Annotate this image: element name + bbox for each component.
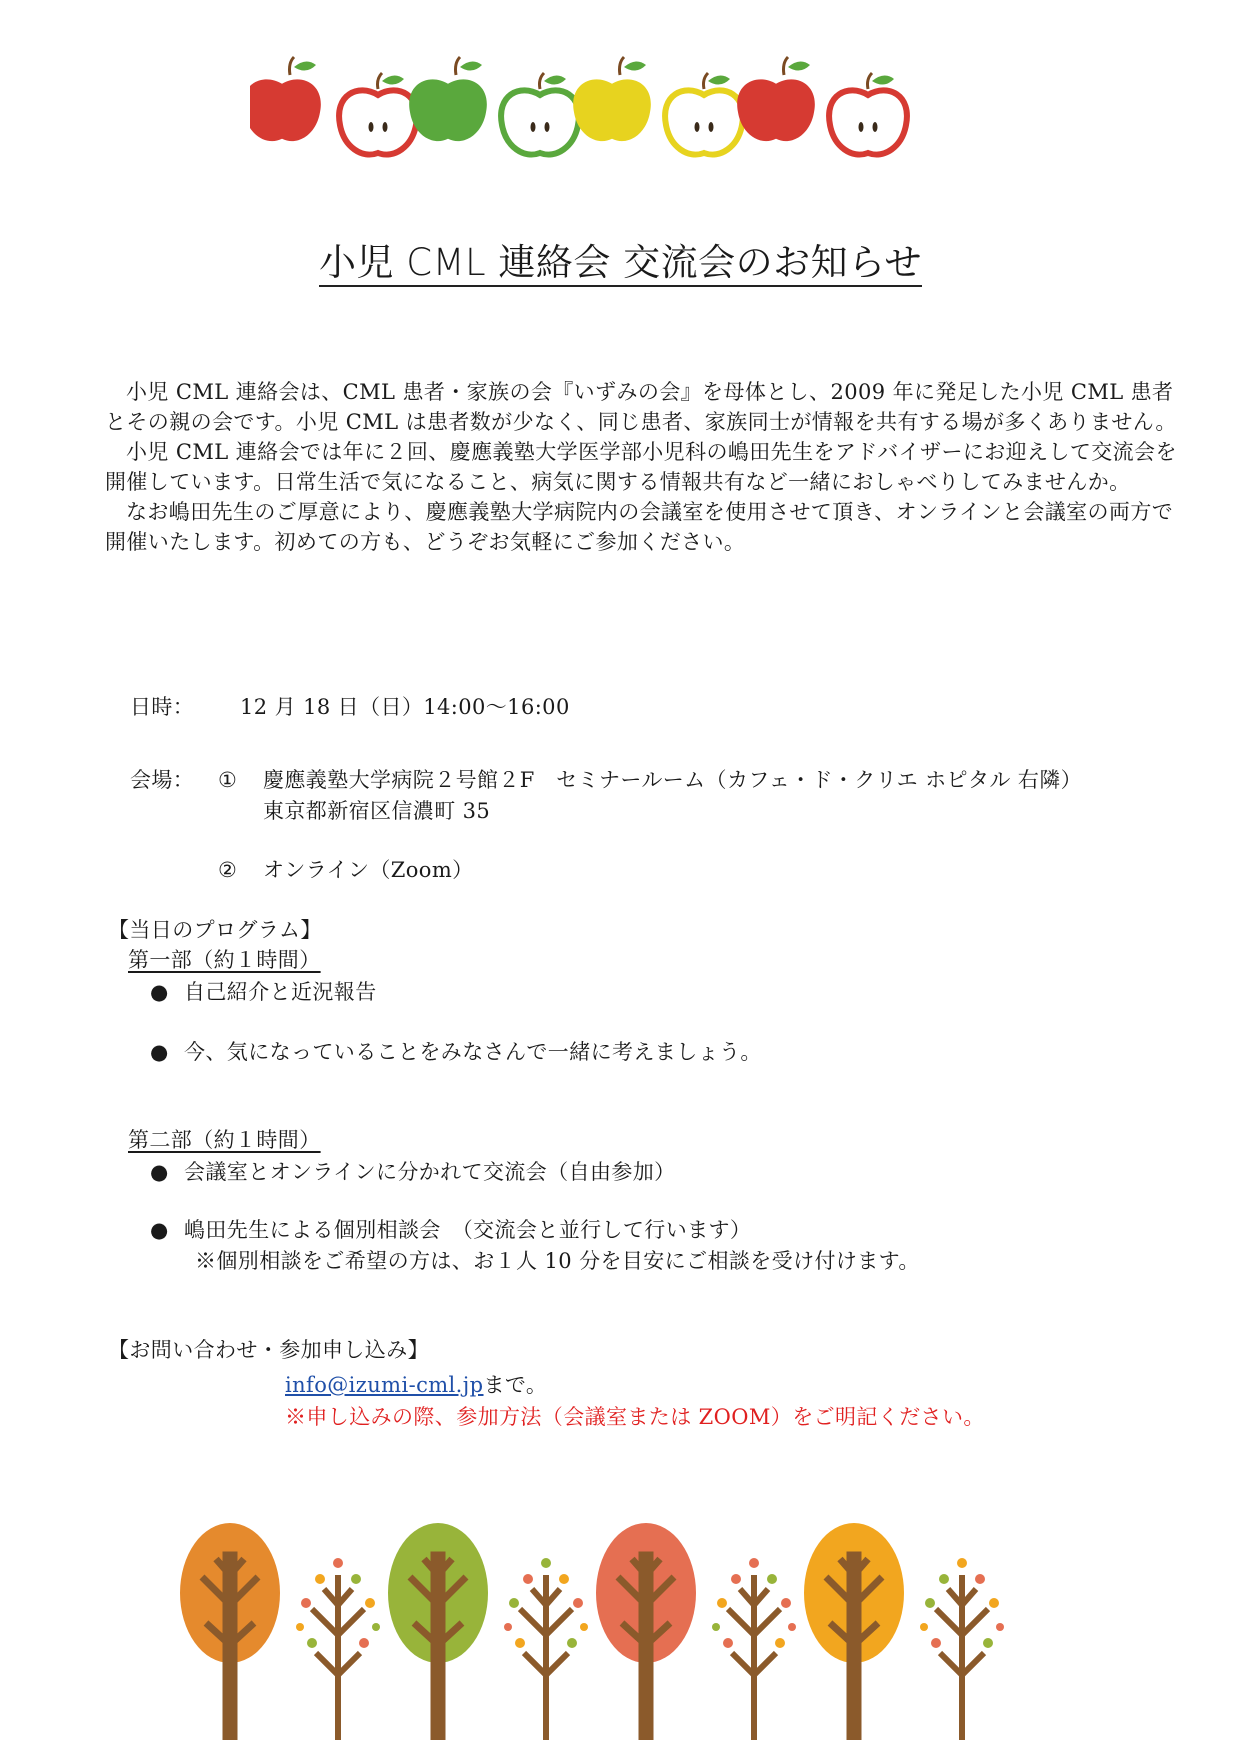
dotted-tree-icon: [296, 1558, 380, 1740]
green-tree-icon: [388, 1523, 488, 1740]
datetime-value: 12 月 18 日（日）14:00～16:00: [240, 695, 570, 719]
contact-heading: 【お問い合わせ・参加申し込み】: [108, 1338, 429, 1362]
datetime-row: [130, 692, 570, 722]
part2-note: ※個別相談をご希望の方は、お１人 10 分を目安にご相談を受け付けます。: [195, 1249, 920, 1273]
page-title: [0, 232, 1241, 286]
datetime-label: 日時：: [130, 695, 195, 719]
amber-tree-icon: [804, 1523, 904, 1740]
part2-item-text: 会議室とオンラインに分かれて交流会（自由参加）: [184, 1160, 676, 1184]
red-apple-icon: [250, 57, 321, 141]
intro-paragraph: なお嶋田先生のご厚意により、慶應義塾大学病院内の会議室を使用させて頂き、オンラインと会議室の両方で開催いたします。初めての方も、どうぞお気軽にご参加ください。: [105, 500, 1174, 554]
apple-decoration: [250, 55, 990, 185]
part1-title: 第一部（約１時間）: [128, 948, 321, 972]
venue-label: 会場：: [130, 768, 195, 792]
salmon-tree-icon: [596, 1523, 696, 1740]
program-heading: 【当日のプログラム】: [108, 918, 322, 942]
green-apple-slice-icon: [501, 73, 579, 155]
contact-note: ※申し込みの際、参加方法（会議室または ZOOM）をご明記ください。: [285, 1405, 985, 1429]
contact-email-suffix: まで。: [483, 1373, 548, 1397]
red-apple-slice-icon: [339, 73, 417, 155]
dotted-tree-icon: [504, 1558, 588, 1740]
part2-item-text: 嶋田先生による個別相談会 （交流会と並行して行います）: [184, 1218, 752, 1242]
venue-option-2-name: オンライン（Zoom）: [263, 858, 474, 882]
red-apple-slice-icon: [829, 73, 907, 155]
bullet-icon: ●: [150, 1040, 169, 1064]
part1-item-text: 今、気になっていることをみなさんで一緒に考えましょう。: [184, 1040, 762, 1064]
venue-option-2-mark: ②: [218, 858, 238, 882]
bullet-icon: ●: [150, 1160, 169, 1184]
yellow-apple-slice-icon: [665, 73, 743, 155]
part2-title: 第二部（約１時間）: [128, 1128, 321, 1152]
intro-paragraph: 小児 CML 連絡会では年に２回、慶應義塾大学医学部小児科の嶋田先生をアドバイザーにお迎えして交流会を開催しています。日常生活で気になること、病気に関する情報共有など一緒におしゃべりしてみませんか。: [105, 440, 1177, 494]
yellow-apple-icon: [573, 57, 651, 141]
red-apple-icon: [737, 57, 815, 141]
part2-item: [150, 1157, 676, 1187]
dotted-tree-icon: [920, 1558, 1004, 1740]
part1-item: [150, 1037, 762, 1067]
part1-item: [150, 977, 377, 1007]
bullet-icon: ●: [150, 980, 169, 1004]
green-apple-icon: [409, 57, 487, 141]
bullet-icon: ●: [150, 1218, 169, 1242]
intro-text: [105, 377, 1185, 557]
contact-line: [285, 1370, 547, 1400]
intro-paragraph: 小児 CML 連絡会は、CML 患者・家族の会『いずみの会』を母体とし、2009 年に発足した小児 CML 患者とその親の会です。小児 CML は患者数が少なく、同じ患者、家族同士が情報を共有する場が多くありません。: [105, 380, 1177, 434]
contact-email-link[interactable]: info@izumi-cml.jp: [285, 1373, 484, 1397]
page-title-text: 小児 CML 連絡会 交流会のお知らせ: [319, 241, 922, 287]
venue-option-1-name: 慶應義塾大学病院２号館２F セミナールーム（カフェ・ド・クリエ ホピタル 右隣）: [263, 768, 1083, 792]
tree-decoration: [180, 1515, 1080, 1740]
dotted-tree-icon: [712, 1558, 796, 1740]
orange-tree-icon: [180, 1523, 280, 1740]
part1-item-text: 自己紹介と近況報告: [184, 980, 377, 1004]
venue-option-1-mark: ①: [218, 768, 238, 792]
venue-option-1-address: 東京都新宿区信濃町 35: [263, 799, 491, 823]
part2-item: [150, 1215, 751, 1245]
